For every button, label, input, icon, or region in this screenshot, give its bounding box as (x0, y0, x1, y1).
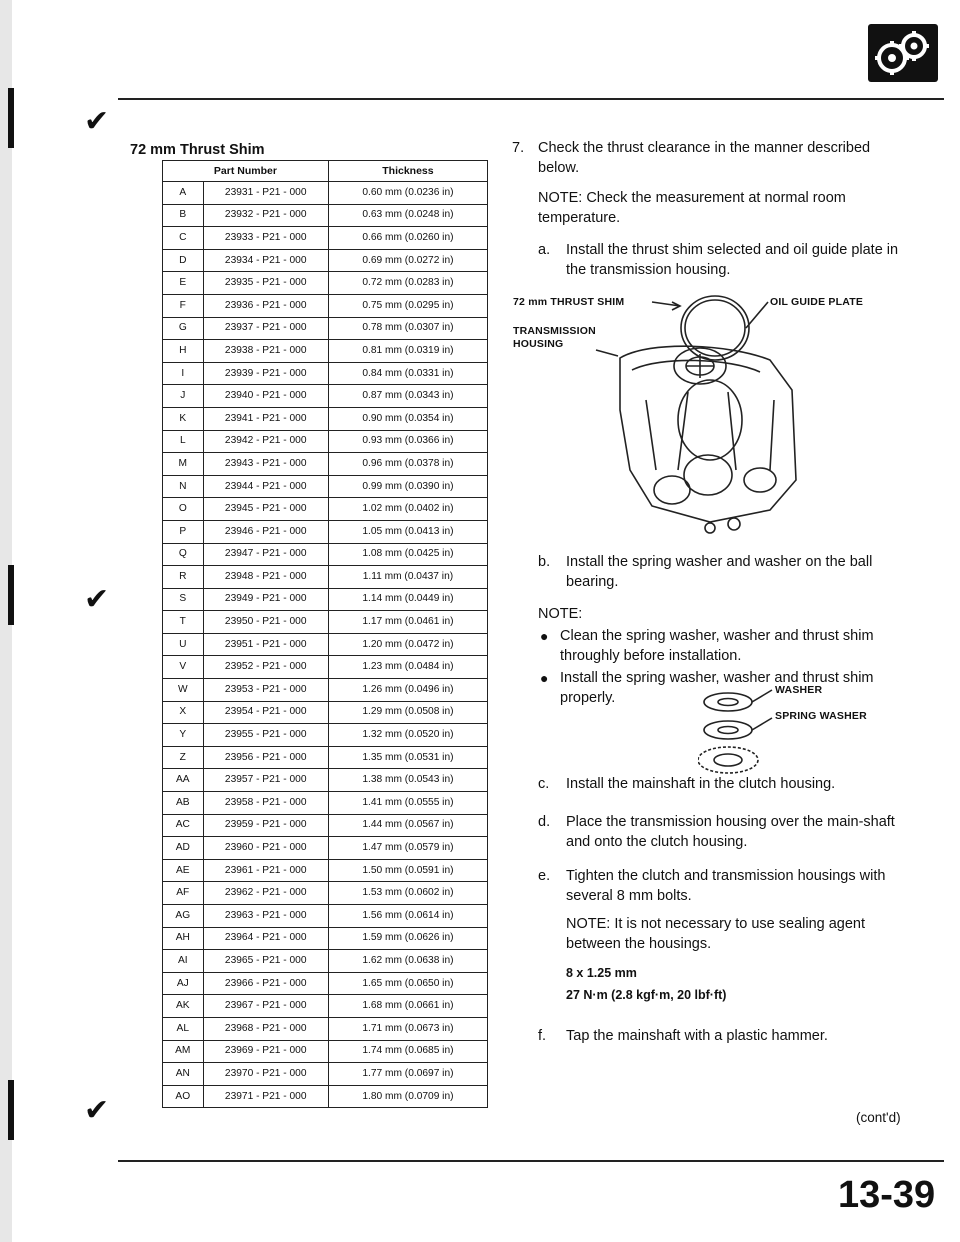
thickness-cell: 0.63 mm (0.0248 in) (328, 204, 487, 227)
part-number-cell: 23968 - P21 - 000 (203, 1017, 328, 1040)
shim-code-cell: N (163, 475, 204, 498)
thickness-cell: 1.02 mm (0.0402 in) (328, 498, 487, 521)
thickness-cell: 0.81 mm (0.0319 in) (328, 340, 487, 363)
table-row (163, 905, 488, 928)
note-bullet-install: Install the spring washer, washer and thrust shim properly. (560, 670, 874, 706)
shim-code-cell: K (163, 407, 204, 430)
table-row (163, 520, 488, 543)
part-number-cell: 23966 - P21 - 000 (203, 972, 328, 995)
thickness-cell: 1.62 mm (0.0638 in) (328, 950, 487, 973)
thickness-cell: 0.60 mm (0.0236 in) (328, 182, 487, 205)
part-number-cell: 23945 - P21 - 000 (203, 498, 328, 521)
thickness-cell: 1.26 mm (0.0496 in) (328, 679, 487, 702)
table-row (163, 1085, 488, 1108)
shim-code-cell: AF (163, 882, 204, 905)
part-number-cell: 23962 - P21 - 000 (203, 882, 328, 905)
thickness-cell: 1.14 mm (0.0449 in) (328, 588, 487, 611)
thrust-shim-table (162, 160, 488, 1108)
part-number-cell: 23948 - P21 - 000 (203, 566, 328, 589)
step-e-label: e. (538, 868, 551, 884)
margin-mark (8, 565, 14, 625)
checkmark-icon: ✔ (84, 1093, 110, 1128)
part-number-cell: 23933 - P21 - 000 (203, 227, 328, 250)
shim-code-cell: AL (163, 1017, 204, 1040)
table-row (163, 837, 488, 860)
part-number-cell: 23958 - P21 - 000 (203, 792, 328, 815)
step-d-label: d. (538, 814, 551, 830)
shim-code-cell: T (163, 611, 204, 634)
table-row (163, 679, 488, 702)
table-row (163, 498, 488, 521)
part-number-cell: 23936 - P21 - 000 (203, 294, 328, 317)
table-row (163, 385, 488, 408)
table-row (163, 362, 488, 385)
part-number-cell: 23940 - P21 - 000 (203, 385, 328, 408)
shim-code-cell: AJ (163, 972, 204, 995)
part-number-cell: 23941 - P21 - 000 (203, 407, 328, 430)
part-number-cell: 23970 - P21 - 000 (203, 1063, 328, 1086)
thickness-cell: 1.08 mm (0.0425 in) (328, 543, 487, 566)
shim-code-cell: AA (163, 769, 204, 792)
thickness-cell: 1.35 mm (0.0531 in) (328, 746, 487, 769)
callout-spring-washer: SPRING WASHER (775, 710, 867, 722)
table-row (163, 453, 488, 476)
page-number: 13-39 (838, 1174, 936, 1216)
part-number-cell: 23947 - P21 - 000 (203, 543, 328, 566)
footer-rule (118, 1160, 944, 1162)
table-row (163, 543, 488, 566)
table-row (163, 182, 488, 205)
thickness-cell: 0.66 mm (0.0260 in) (328, 227, 487, 250)
shim-code-cell: AM (163, 1040, 204, 1063)
table-row (163, 407, 488, 430)
shim-code-cell: P (163, 520, 204, 543)
thickness-cell: 1.77 mm (0.0697 in) (328, 1063, 487, 1086)
part-number-header: Part Number (163, 161, 329, 182)
part-number-cell: 23959 - P21 - 000 (203, 814, 328, 837)
table-row (163, 792, 488, 815)
table-title: 72 mm Thrust Shim (130, 142, 265, 158)
part-number-cell: 23943 - P21 - 000 (203, 453, 328, 476)
bolt-size-spec: 8 x 1.25 mm (566, 966, 637, 980)
table-row (163, 1017, 488, 1040)
table-row (163, 611, 488, 634)
table-row (163, 950, 488, 973)
note-measurement: NOTE: Check the measurement at normal room temperature. (538, 190, 846, 226)
part-number-cell: 23937 - P21 - 000 (203, 317, 328, 340)
note-bullet-clean: Clean the spring washer, washer and thrust shim throughly before installation. (560, 628, 874, 664)
shim-code-cell: M (163, 453, 204, 476)
thickness-cell: 1.05 mm (0.0413 in) (328, 520, 487, 543)
thickness-cell: 0.84 mm (0.0331 in) (328, 362, 487, 385)
callout-thrust-shim: 72 mm THRUST SHIM (513, 296, 625, 308)
shim-code-cell: Z (163, 746, 204, 769)
part-number-cell: 23957 - P21 - 000 (203, 769, 328, 792)
part-number-cell: 23965 - P21 - 000 (203, 950, 328, 973)
table-row (163, 340, 488, 363)
table-row (163, 475, 488, 498)
table-row (163, 972, 488, 995)
thickness-cell: 1.80 mm (0.0709 in) (328, 1085, 487, 1108)
thickness-cell: 0.96 mm (0.0378 in) (328, 453, 487, 476)
part-number-cell: 23949 - P21 - 000 (203, 588, 328, 611)
step-a-label: a. (538, 242, 551, 258)
table-body (163, 182, 488, 1108)
table-row (163, 588, 488, 611)
part-number-cell: 23950 - P21 - 000 (203, 611, 328, 634)
shim-code-cell: L (163, 430, 204, 453)
step-e-text: Tighten the clutch and transmission housings with several 8 mm bolts. (566, 868, 886, 904)
table-row (163, 430, 488, 453)
thickness-cell: 1.56 mm (0.0614 in) (328, 905, 487, 928)
continued-marker: (cont'd) (856, 1110, 901, 1125)
part-number-cell: 23961 - P21 - 000 (203, 859, 328, 882)
note-sealing-agent: NOTE: It is not necessary to use sealing agent between the housings. (566, 916, 866, 952)
transmission-section-logo (868, 24, 938, 82)
part-number-cell: 23938 - P21 - 000 (203, 340, 328, 363)
table-row (163, 1040, 488, 1063)
table-row (163, 882, 488, 905)
shim-code-cell: D (163, 249, 204, 272)
shim-code-cell: AE (163, 859, 204, 882)
table-row (163, 701, 488, 724)
thickness-header: Thickness (328, 161, 487, 182)
step-c-text: Install the mainshaft in the clutch housing. (566, 776, 836, 792)
table-row (163, 814, 488, 837)
thickness-cell: 1.74 mm (0.0685 in) (328, 1040, 487, 1063)
table-row (163, 995, 488, 1018)
checkmark-icon: ✔ (84, 582, 110, 617)
thickness-cell: 1.59 mm (0.0626 in) (328, 927, 487, 950)
shim-code-cell: O (163, 498, 204, 521)
part-number-cell: 23951 - P21 - 000 (203, 633, 328, 656)
shim-code-cell: AN (163, 1063, 204, 1086)
washer-illustration (698, 684, 808, 784)
part-number-cell: 23971 - P21 - 000 (203, 1085, 328, 1108)
thickness-cell: 0.75 mm (0.0295 in) (328, 294, 487, 317)
table-row (163, 769, 488, 792)
step-b-text: Install the spring washer and washer on the ball bearing. (566, 554, 873, 590)
thickness-cell: 1.29 mm (0.0508 in) (328, 701, 487, 724)
table-row (163, 724, 488, 747)
thickness-cell: 0.90 mm (0.0354 in) (328, 407, 487, 430)
thickness-cell: 1.11 mm (0.0437 in) (328, 566, 487, 589)
table-row (163, 633, 488, 656)
shim-code-cell: I (163, 362, 204, 385)
step-a-text: Install the thrust shim selected and oil guide plate in the transmission housing. (566, 242, 899, 278)
part-number-cell: 23954 - P21 - 000 (203, 701, 328, 724)
shim-code-cell: AC (163, 814, 204, 837)
shim-code-cell: AH (163, 927, 204, 950)
thickness-cell: 0.93 mm (0.0366 in) (328, 430, 487, 453)
thickness-cell: 1.23 mm (0.0484 in) (328, 656, 487, 679)
table-row (163, 272, 488, 295)
transmission-housing-illustration (560, 270, 860, 540)
shim-code-cell: X (163, 701, 204, 724)
table-row (163, 227, 488, 250)
part-number-cell: 23935 - P21 - 000 (203, 272, 328, 295)
thickness-cell: 1.71 mm (0.0673 in) (328, 1017, 487, 1040)
callout-housing-line2: HOUSING (513, 338, 564, 350)
shim-code-cell: C (163, 227, 204, 250)
shim-code-cell: Y (163, 724, 204, 747)
thickness-cell: 1.68 mm (0.0661 in) (328, 995, 487, 1018)
part-number-cell: 23931 - P21 - 000 (203, 182, 328, 205)
shim-code-cell: AG (163, 905, 204, 928)
step-7-text: Check the thrust clearance in the manner described below. (538, 140, 871, 176)
table-row (163, 927, 488, 950)
shim-code-cell: AO (163, 1085, 204, 1108)
shim-code-cell: AB (163, 792, 204, 815)
torque-spec: 27 N·m (2.8 kgf·m, 20 lbf·ft) (566, 988, 727, 1002)
part-number-cell: 23932 - P21 - 000 (203, 204, 328, 227)
shim-code-cell: AK (163, 995, 204, 1018)
part-number-cell: 23964 - P21 - 000 (203, 927, 328, 950)
part-number-cell: 23946 - P21 - 000 (203, 520, 328, 543)
part-number-cell: 23944 - P21 - 000 (203, 475, 328, 498)
thickness-cell: 1.47 mm (0.0579 in) (328, 837, 487, 860)
step-7-number: 7. (512, 140, 525, 156)
shim-code-cell: H (163, 340, 204, 363)
shim-code-cell: F (163, 294, 204, 317)
shim-code-cell: W (163, 679, 204, 702)
thickness-cell: 0.99 mm (0.0390 in) (328, 475, 487, 498)
table-row (163, 859, 488, 882)
part-number-cell: 23963 - P21 - 000 (203, 905, 328, 928)
shim-code-cell: U (163, 633, 204, 656)
step-d-text: Place the transmission housing over the main-shaft and onto the clutch housing. (566, 814, 895, 850)
table-row (163, 317, 488, 340)
step-f-label: f. (538, 1028, 547, 1044)
header-rule (118, 98, 944, 100)
part-number-cell: 23942 - P21 - 000 (203, 430, 328, 453)
thickness-cell: 1.41 mm (0.0555 in) (328, 792, 487, 815)
thickness-cell: 1.38 mm (0.0543 in) (328, 769, 487, 792)
table-row (163, 1063, 488, 1086)
bullet-icon: ● (540, 670, 549, 686)
bullet-icon: ● (540, 628, 549, 644)
part-number-cell: 23952 - P21 - 000 (203, 656, 328, 679)
step-f-text: Tap the mainshaft with a plastic hammer. (566, 1028, 828, 1044)
part-number-cell: 23969 - P21 - 000 (203, 1040, 328, 1063)
shim-code-cell: B (163, 204, 204, 227)
gear-icon (868, 24, 938, 82)
part-number-cell: 23934 - P21 - 000 (203, 249, 328, 272)
step-c-label: c. (538, 776, 550, 792)
checkmark-icon: ✔ (84, 104, 110, 139)
margin-mark (8, 88, 14, 148)
thickness-cell: 1.50 mm (0.0591 in) (328, 859, 487, 882)
thickness-cell: 0.78 mm (0.0307 in) (328, 317, 487, 340)
shim-code-cell: R (163, 566, 204, 589)
shim-code-cell: E (163, 272, 204, 295)
margin-mark (8, 1080, 14, 1140)
part-number-cell: 23953 - P21 - 000 (203, 679, 328, 702)
shim-code-cell: V (163, 656, 204, 679)
shim-code-cell: A (163, 182, 204, 205)
thickness-cell: 1.32 mm (0.0520 in) (328, 724, 487, 747)
table-row (163, 746, 488, 769)
table-row (163, 249, 488, 272)
thickness-cell: 1.17 mm (0.0461 in) (328, 611, 487, 634)
part-number-cell: 23939 - P21 - 000 (203, 362, 328, 385)
thickness-cell: 1.65 mm (0.0650 in) (328, 972, 487, 995)
thickness-cell: 1.44 mm (0.0567 in) (328, 814, 487, 837)
thickness-cell: 0.72 mm (0.0283 in) (328, 272, 487, 295)
part-number-cell: 23960 - P21 - 000 (203, 837, 328, 860)
shim-code-cell: AD (163, 837, 204, 860)
note-title: NOTE: (538, 606, 583, 622)
callout-oil-guide-plate: OIL GUIDE PLATE (770, 296, 864, 308)
thickness-cell: 0.69 mm (0.0272 in) (328, 249, 487, 272)
part-number-cell: 23955 - P21 - 000 (203, 724, 328, 747)
callout-housing-line1: TRANSMISSION (513, 325, 596, 337)
table-row (163, 656, 488, 679)
table-row (163, 204, 488, 227)
shim-code-cell: AI (163, 950, 204, 973)
table-row (163, 566, 488, 589)
shim-code-cell: G (163, 317, 204, 340)
part-number-cell: 23967 - P21 - 000 (203, 995, 328, 1018)
table-header-row (163, 161, 488, 182)
shim-code-cell: S (163, 588, 204, 611)
thickness-cell: 0.87 mm (0.0343 in) (328, 385, 487, 408)
table-row (163, 294, 488, 317)
thickness-cell: 1.20 mm (0.0472 in) (328, 633, 487, 656)
shim-code-cell: Q (163, 543, 204, 566)
callout-washer: WASHER (775, 684, 823, 696)
part-number-cell: 23956 - P21 - 000 (203, 746, 328, 769)
shim-code-cell: J (163, 385, 204, 408)
thickness-cell: 1.53 mm (0.0602 in) (328, 882, 487, 905)
step-b-label: b. (538, 554, 551, 570)
